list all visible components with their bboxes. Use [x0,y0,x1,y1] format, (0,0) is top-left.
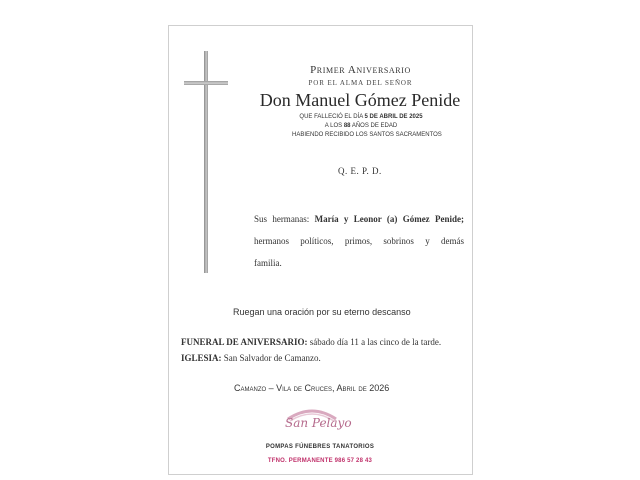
company-name: POMPAS FÚNEBRES TANATORIOS [265,444,375,450]
age-value: 88 [343,123,351,129]
anniversary-title: Primer Aniversario [310,64,411,76]
church-label: IGLESIA: [181,353,222,363]
death-date: 5 DE ABRIL DE 2025 [364,114,423,120]
age-line: A LOS 88 AÑOS DE EDAD [324,123,398,129]
church-info [181,353,321,363]
church-text: San Salvador de Camanzo. [221,353,321,363]
funeral-text: sábado día 11 a las cinco de la tarde. [307,337,442,347]
cross-icon-bar [184,81,228,85]
prayer-request: Ruegan una oración por su eterno descanso [233,307,411,317]
family-line-1: Sus hermanas: María y Leonor (a) Gómez Penide; [254,214,464,224]
family-line-2: hermanos políticos, primos, sobrinos y demás [254,236,464,246]
funeral-label: FUNERAL DE ANIVERSARIO: [181,337,308,347]
place-date: Camanzo – Vila de Cruces, Abril de 2026 [234,383,390,393]
anniversary-subtitle: POR EL ALMA DEL SEÑOR [308,79,413,87]
death-date-line: QUE FALLECIÓ EL DÍA 5 DE ABRIL DE 2025 [299,114,423,120]
company-phone: TFNO. PERMANENTE 986 57 28 43 [267,458,373,464]
family-line-3: familia. [254,258,282,268]
sisters-names: María y Leonor (a) Gómez Penide; [314,214,464,224]
deceased-name: Don Manuel Gómez Penide [259,90,461,110]
funeral-info [181,337,441,347]
sacraments-line: HABIENDO RECIBIDO LOS SANTOS SACRAMENTOS [292,132,442,138]
family-paragraph [254,208,464,274]
qepd: Q. E. P. D. [338,166,382,176]
company-logo: San Pelayo [285,416,352,430]
